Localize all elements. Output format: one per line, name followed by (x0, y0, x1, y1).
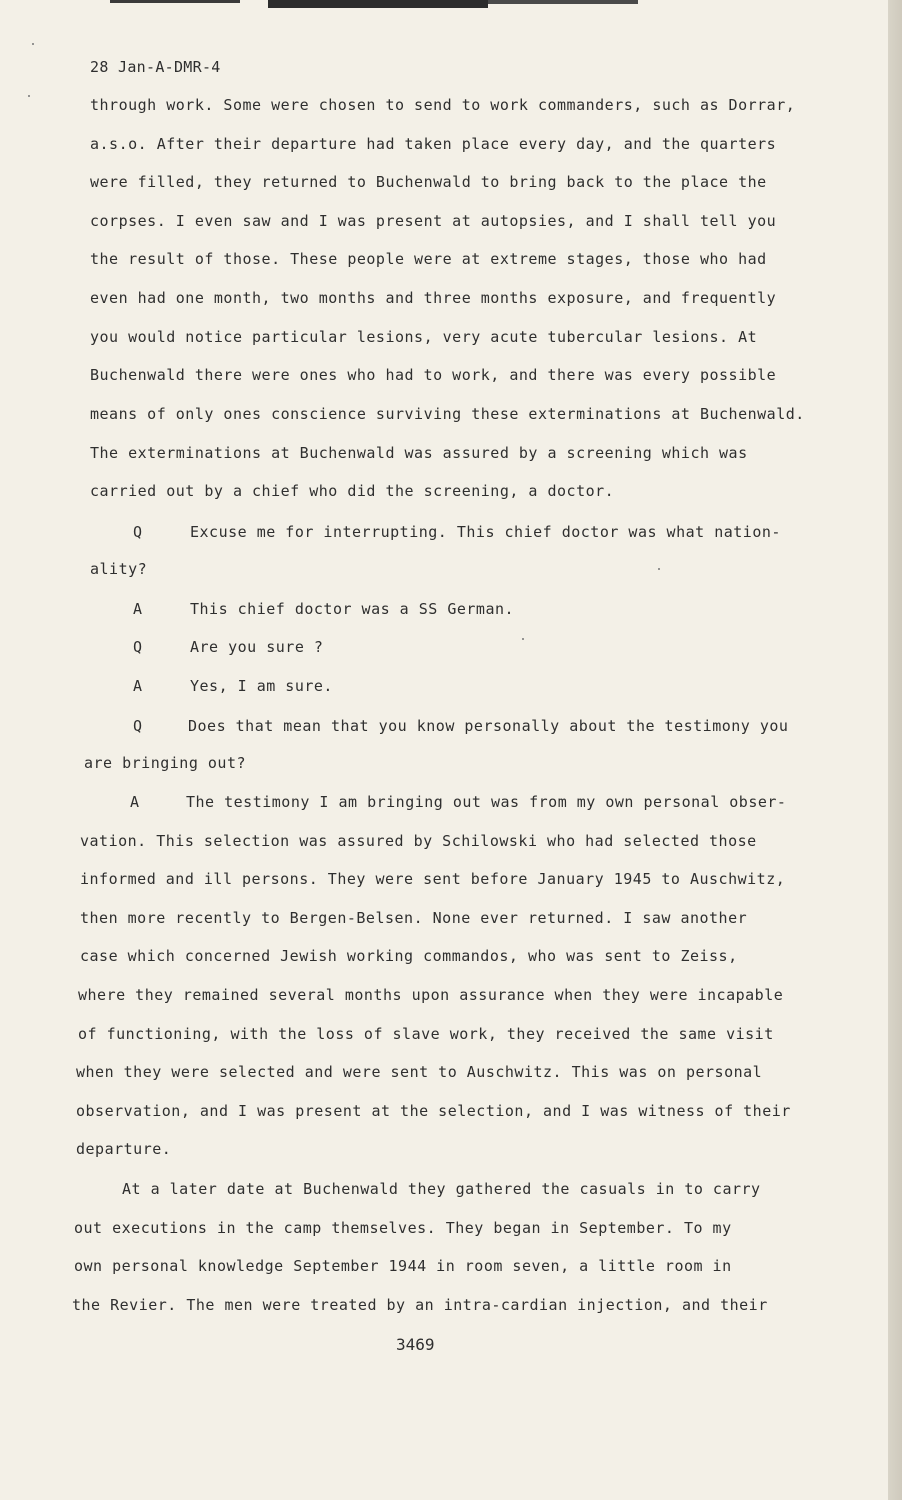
text-line: even had one month, two months and three months exposure, and frequently (90, 289, 777, 307)
qa-mark: Q (133, 638, 143, 656)
text-line: the result of those. These people were at extreme stages, those who had (90, 250, 767, 268)
text-line: corpses. I even saw and I was present at autopsies, and I shall tell you (90, 212, 777, 230)
scan-speck (32, 43, 34, 45)
qa-mark: Q (133, 523, 143, 541)
page-number: 3469 (396, 1335, 435, 1354)
qa-line: of functioning, with the loss of slave work, they received the same visit (78, 1025, 774, 1043)
text-line: a.s.o. After their departure had taken place every day, and the quarters (90, 135, 777, 153)
scan-speck (522, 638, 524, 640)
text-line: carried out by a chief who did the screening, a doctor. (90, 482, 615, 500)
qa-mark: A (133, 600, 143, 618)
qa-line: case which concerned Jewish working commandos, who was sent to Zeiss, (80, 947, 738, 965)
text-line: were filled, they returned to Buchenwald to bring back to the place the (90, 173, 767, 191)
qa-line: Yes, I am sure. (190, 677, 333, 695)
qa-line: Does that mean that you know personally about the testimony you (188, 717, 789, 735)
text-line: out executions in the camp themselves. They began in September. To my (74, 1219, 732, 1237)
qa-line: informed and ill persons. They were sent before January 1945 to Auschwitz, (80, 870, 786, 888)
qa-line: then more recently to Bergen-Belsen. None ever returned. I saw another (80, 909, 748, 927)
text-line: The exterminations at Buchenwald was assured by a screening which was (90, 444, 748, 462)
qa-line: where they remained several months upon assurance when they were incapable (78, 986, 784, 1004)
document-header: 28 Jan-A-DMR-4 (90, 58, 221, 76)
scan-mark (488, 0, 638, 4)
text-line: At a later date at Buchenwald they gathered the casuals in to carry (122, 1180, 761, 1198)
scan-speck (658, 568, 660, 570)
qa-line: when they were selected and were sent to Auschwitz. This was on personal (76, 1063, 763, 1081)
text-line: Buchenwald there were ones who had to work, and there was every possible (90, 366, 777, 384)
text-line: you would notice particular lesions, very acute tubercular lesions. At (90, 328, 758, 346)
qa-mark: A (133, 677, 143, 695)
qa-line: ality? (90, 560, 148, 578)
qa-line: observation, and I was present at the selection, and I was witness of their (76, 1102, 791, 1120)
qa-mark: Q (133, 717, 143, 735)
qa-line: The testimony I am bringing out was from my own personal obser- (186, 793, 787, 811)
scan-mark (268, 0, 488, 8)
qa-line: This chief doctor was a SS German. (190, 600, 515, 618)
scan-speck (28, 95, 30, 97)
text-line: means of only ones conscience surviving these exterminations at Buchenwald. (90, 405, 805, 423)
text-line: own personal knowledge September 1944 in room seven, a little room in (74, 1257, 732, 1275)
text-line: through work. Some were chosen to send to work commanders, such as Dorrar, (90, 96, 796, 114)
scan-top-edge (0, 0, 902, 10)
scan-mark (110, 0, 240, 3)
qa-line: departure. (76, 1140, 172, 1158)
page-edge (888, 0, 902, 1500)
qa-mark: A (130, 793, 140, 811)
text-line: the Revier. The men were treated by an intra-cardian injection, and their (72, 1296, 768, 1314)
qa-line: vation. This selection was assured by Schilowski who had selected those (80, 832, 757, 850)
qa-line: are bringing out? (84, 754, 247, 772)
qa-line: Are you sure ? (190, 638, 324, 656)
qa-line: Excuse me for interrupting. This chief doctor was what nation- (190, 523, 781, 541)
